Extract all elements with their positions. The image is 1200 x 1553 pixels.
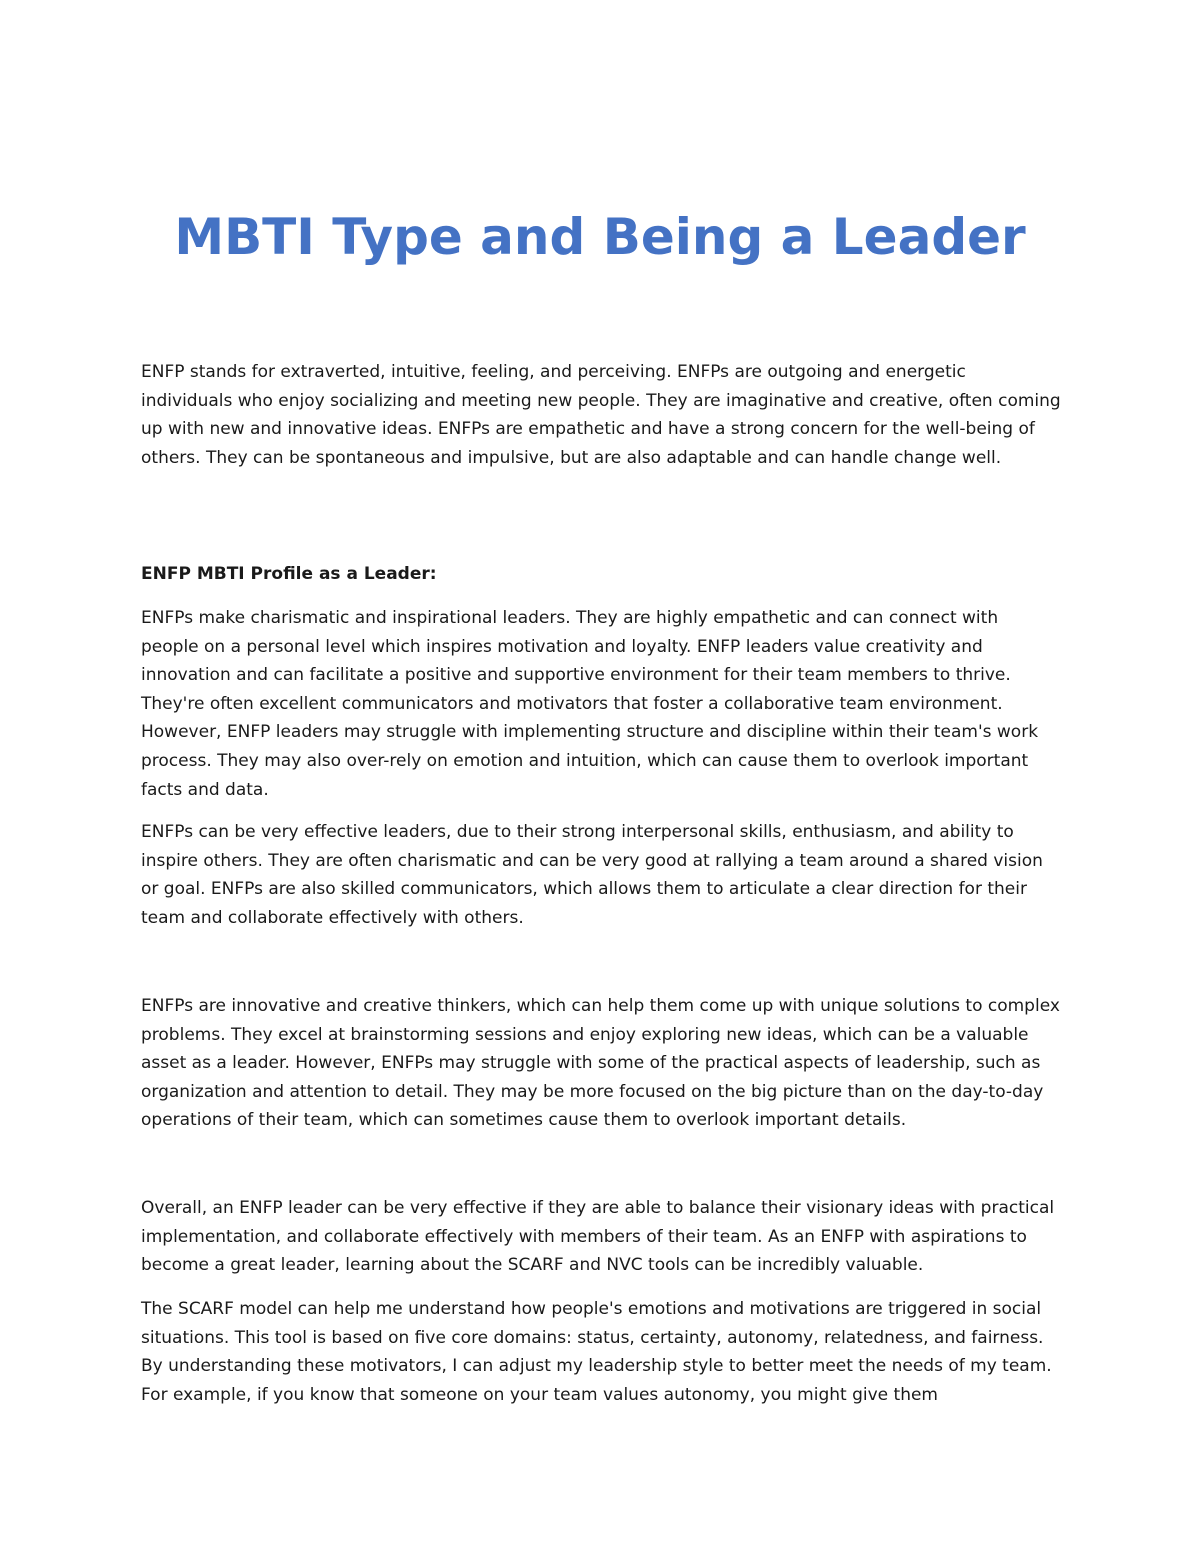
profile-paragraph-1: ENFPs make charismatic and inspirational leaders. They are highly empathetic and can connect with people on a personal level which inspires motivation and loyalty. ENFP leaders value creativity and innovation and can facilitate a positive and supportive environment for their team members to thrive. They're often excellent communicators and motivators that foster a collaborative team environment. However, ENFP leaders may struggle with implementing structure and discipline within their team's work process. They may also over-rely on emotion and intuition, which can cause them to overlook important facts and data. <box>141 608 1039 800</box>
section-heading: ENFP MBTI Profile as a Leader: <box>141 564 437 584</box>
intro-paragraph: ENFP stands for extraverted, intuitive, feeling, and perceiving. ENFPs are outgoing and energetic individuals who enjoy socializing and meeting new people. They are imaginative and creative, often coming up with new and innovative ideas. ENFPs are empathetic and have a strong concern for the well-being of others. They can be spontaneous and impulsive, but are also adaptable and can handle change well. <box>141 362 1061 468</box>
scarf-paragraph: The SCARF model can help me understand how people's emotions and motivations are triggered in social situations. This tool is based on five core domains: status, certainty, autonomy, relatedness, and fairness. By understanding these motivators, I can adjust my leadership style to better meet the needs of my team. For example, if you know that someone on your team values autonomy, you might give them <box>141 1299 1052 1405</box>
document-title: MBTI Type and Being a Leader <box>174 208 1026 266</box>
profile-paragraph-2: ENFPs can be very effective leaders, due to their strong interpersonal skills, enthusiasm, and ability to inspire others. They are often charismatic and can be very good at rallying a team around a shared vision or goal. ENFPs are also skilled communicators, which allows them to articulate a clear direction for their team and collaborate effectively with others. <box>141 822 1043 928</box>
innovation-paragraph: ENFPs are innovative and creative thinkers, which can help them come up with unique solutions to complex problems. They excel at brainstorming sessions and enjoy exploring new ideas, which can be a valuable asset as a leader. However, ENFPs may struggle with some of the practical aspects of leadership, such as organization and attention to detail. They may be more focused on the big picture than on the day-to-day operations of their team, which can sometimes cause them to overlook important details. <box>141 996 1060 1131</box>
overall-paragraph: Overall, an ENFP leader can be very effective if they are able to balance their visionary ideas with practical implementation, and collaborate effectively with members of their team. As an ENFP with aspirations to become a great leader, learning about the SCARF and NVC tools can be incredibly valuable. <box>141 1198 1055 1276</box>
